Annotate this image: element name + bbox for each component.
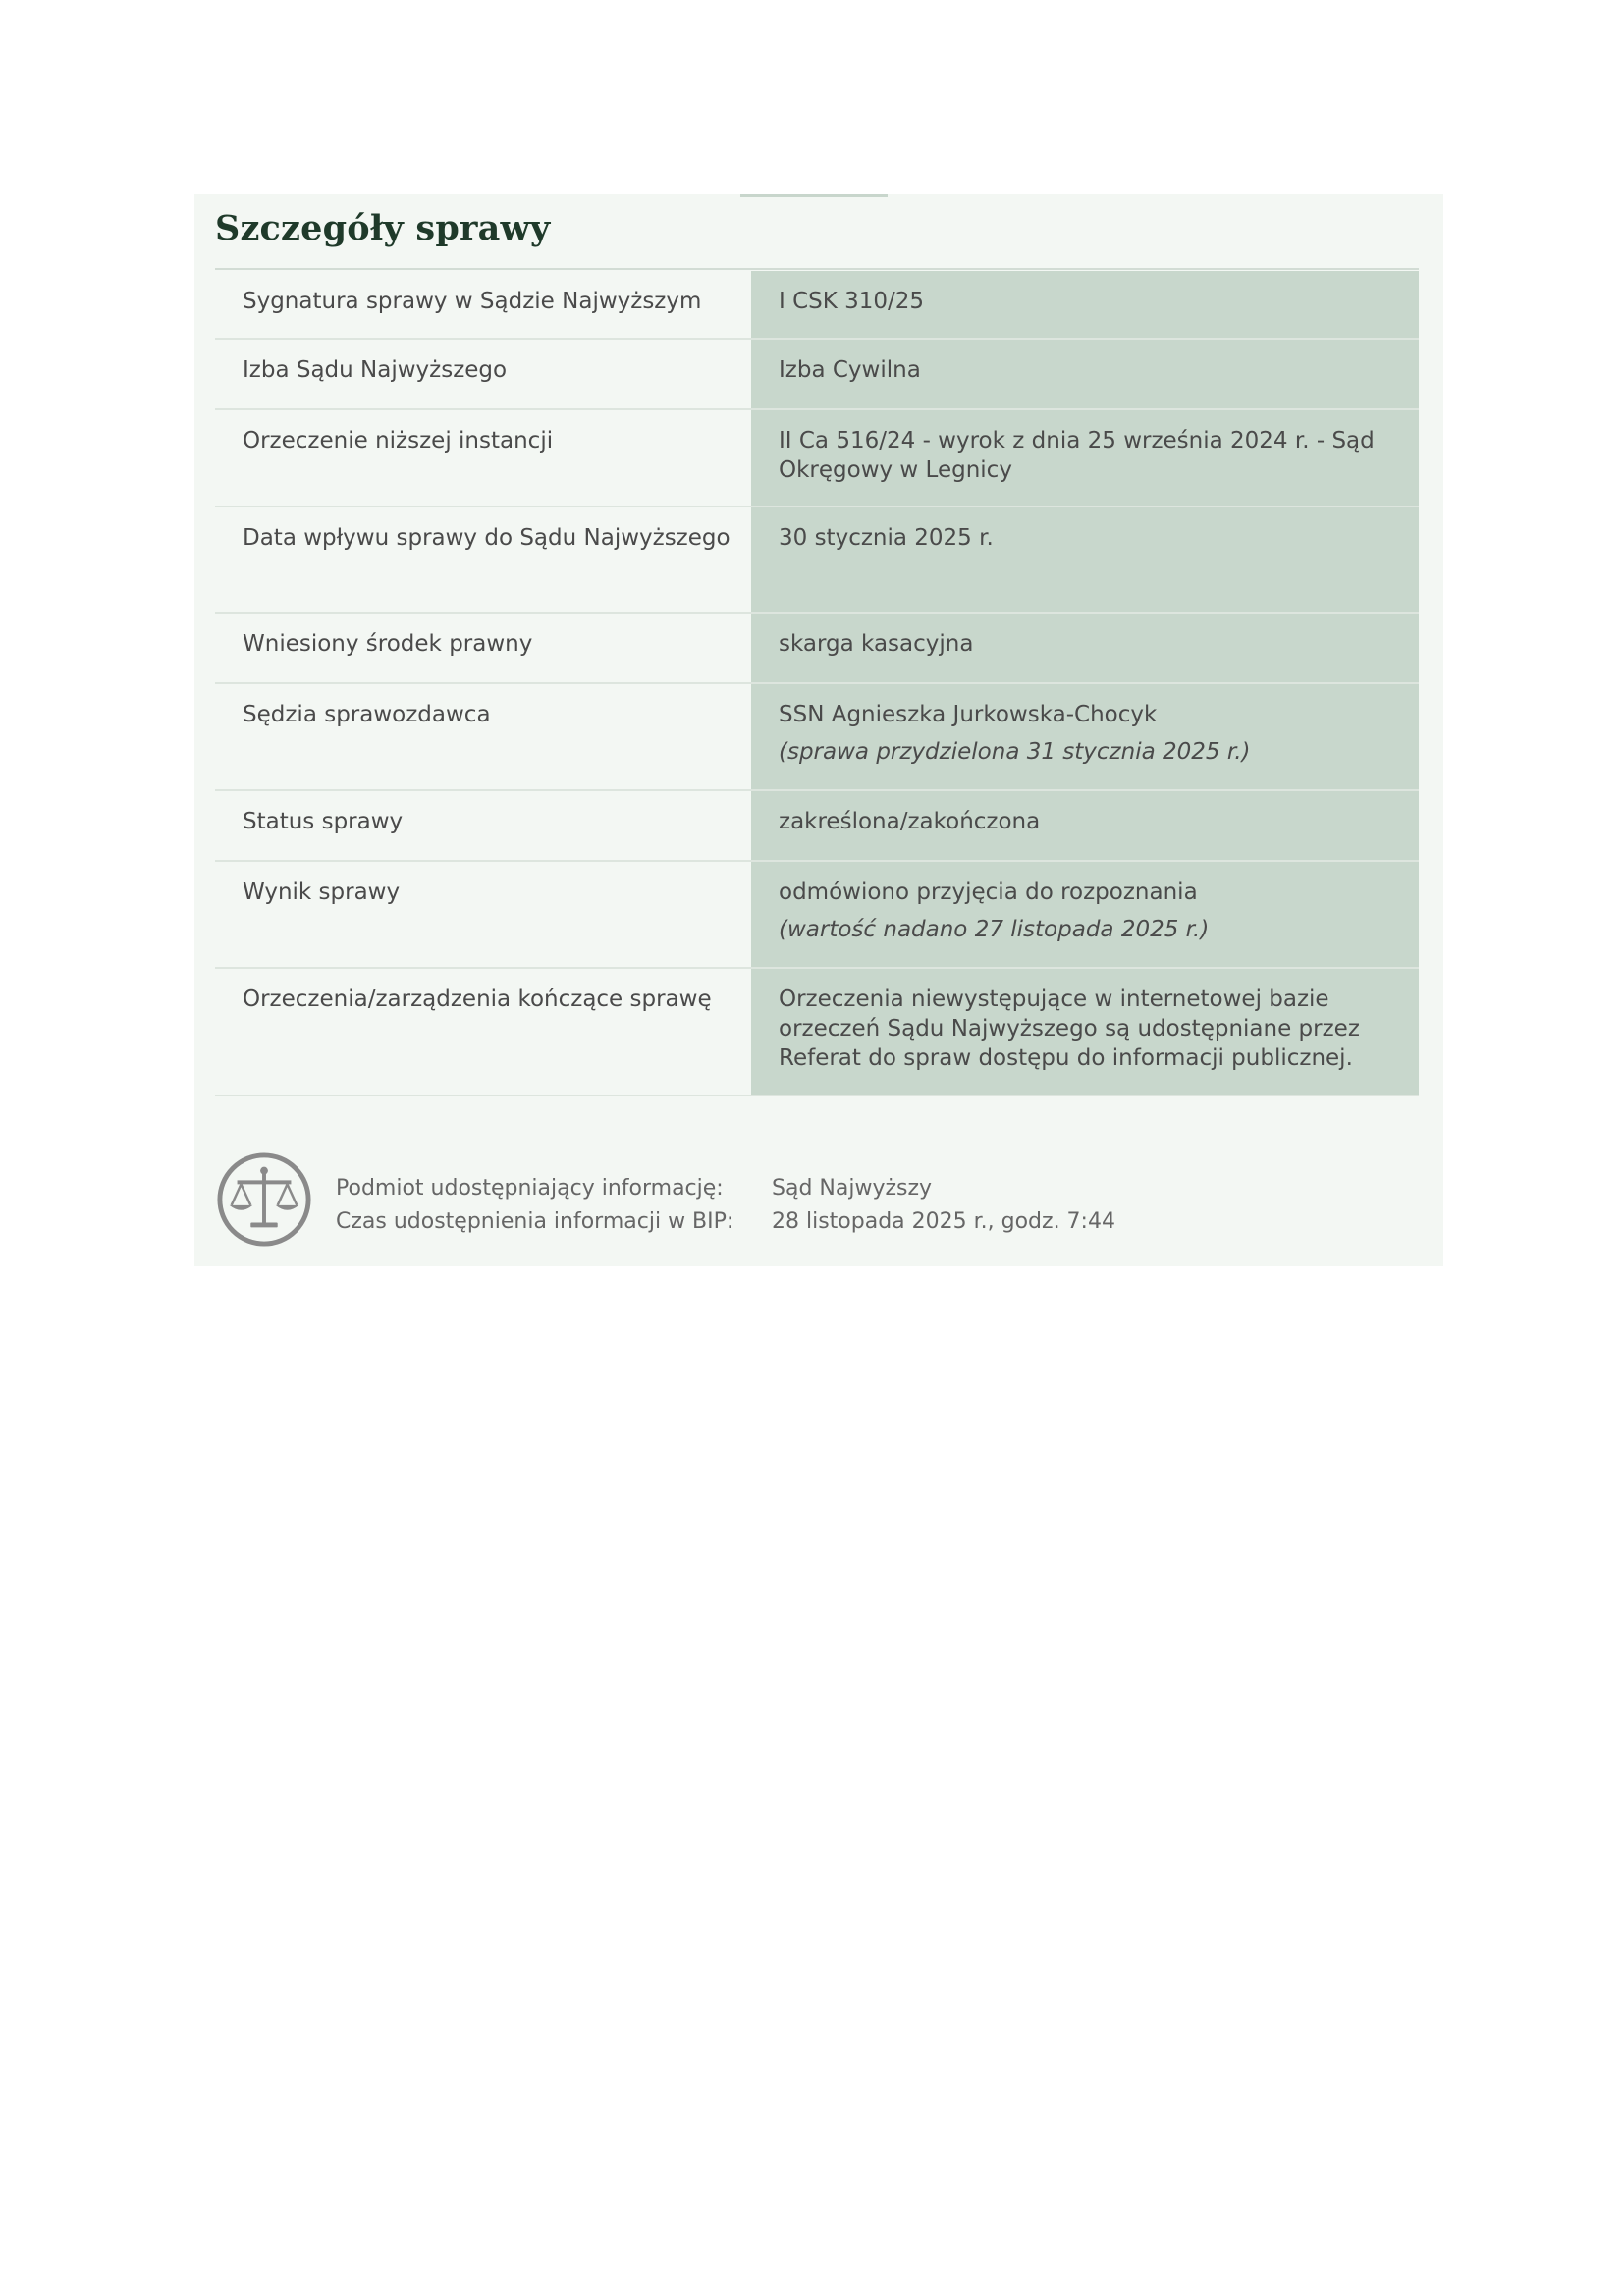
case-details-table (215, 271, 1419, 1096)
publication-time-label: Czas udostępnienia informacji w BIP: (336, 1209, 734, 1234)
row-value (751, 339, 1419, 409)
row-label: Orzeczenie niższej instancji (215, 409, 751, 507)
row-value (751, 968, 1419, 1095)
case-signature-value: I CSK 310/25 (779, 289, 925, 314)
closing-rulings-value: Orzeczenia niewystępujące w internetowej bazie orzeczeń Sądu Najwyższego są udostępniane przez Referat do spraw dostępu do informacji publicznej. (779, 987, 1360, 1071)
table-row-receipt-date (215, 507, 1419, 613)
table-row-result (215, 861, 1419, 968)
table-row-closing-rulings (215, 968, 1419, 1095)
row-value (751, 861, 1419, 968)
row-value (751, 613, 1419, 683)
row-value (751, 271, 1419, 339)
row-value (751, 683, 1419, 790)
row-label: Orzeczenia/zarządzenia kończące sprawę (215, 968, 751, 1095)
scales-of-justice-icon (216, 1151, 312, 1248)
status-value: zakreślona/zakończona (779, 809, 1041, 834)
row-label: Wniesiony środek prawny (215, 613, 751, 683)
row-label: Sygnatura sprawy w Sądzie Najwyższym (215, 271, 751, 339)
table-row-signature (215, 271, 1419, 339)
result-value: odmówiono przyjęcia do rozpoznania (779, 880, 1198, 905)
provider-value: Sąd Najwyższy (772, 1176, 933, 1201)
publication-time-value: 28 listopada 2025 r., godz. 7:44 (772, 1209, 1115, 1234)
table-row-lower-instance (215, 409, 1419, 507)
title-divider (215, 268, 1419, 270)
table-row-chamber (215, 339, 1419, 409)
row-label: Wynik sprawy (215, 861, 751, 968)
result-note: (wartość nadano 27 listopada 2025 r.) (779, 917, 1210, 942)
reporting-judge-value: SSN Agnieszka Jurkowska-Chocyk (779, 702, 1158, 727)
table-row-status (215, 790, 1419, 861)
page-title: Szczegóły sprawy (215, 208, 551, 248)
row-value (751, 409, 1419, 507)
row-value (751, 790, 1419, 861)
receipt-date-value: 30 stycznia 2025 r. (779, 525, 994, 551)
provider-label: Podmiot udostępniający informację: (336, 1176, 724, 1201)
table-row-legal-remedy (215, 613, 1419, 683)
case-details-panel (194, 194, 1443, 1266)
row-label: Data wpływu sprawy do Sądu Najwyższego (215, 507, 751, 613)
row-label: Sędzia sprawozdawca (215, 683, 751, 790)
legal-remedy-value: skarga kasacyjna (779, 631, 974, 657)
chamber-value: Izba Cywilna (779, 357, 921, 383)
row-label: Izba Sądu Najwyższego (215, 339, 751, 409)
top-accent-line (740, 194, 888, 197)
assignment-note: (sprawa przydzielona 31 stycznia 2025 r.) (779, 739, 1251, 765)
row-value (751, 507, 1419, 613)
lower-instance-value: II Ca 516/24 - wyrok z dnia 25 września 2024 r. - Sąd Okręgowy w Legnicy (779, 428, 1375, 483)
table-row-reporting-judge (215, 683, 1419, 790)
row-label: Status sprawy (215, 790, 751, 861)
